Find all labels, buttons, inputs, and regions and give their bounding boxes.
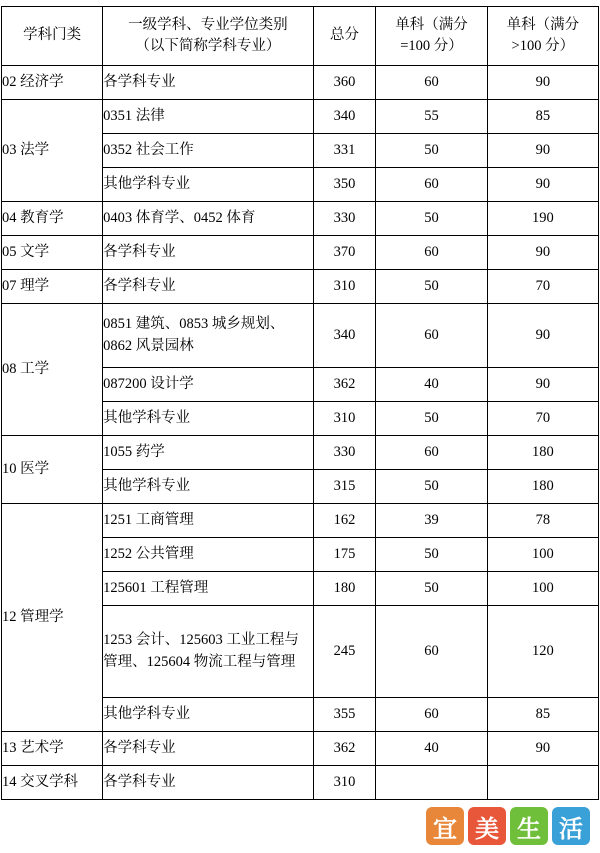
cell-single-eq100: 60 (376, 66, 487, 100)
watermark-char-2: 美 (468, 807, 506, 845)
table-row (2, 270, 599, 304)
cell-major: 1251 工商管理 (103, 504, 313, 538)
table-body (2, 66, 599, 800)
cell-single-eq100: 50 (376, 470, 487, 504)
cell-discipline-category: 10 医学 (2, 436, 103, 504)
watermark (426, 807, 590, 845)
cell-single-gt100: 190 (487, 202, 598, 236)
cell-total-score: 310 (313, 402, 376, 436)
cell-total-score: 340 (313, 100, 376, 134)
cell-total-score: 180 (313, 572, 376, 606)
cell-total-score: 310 (313, 270, 376, 304)
cell-single-gt100: 180 (487, 470, 598, 504)
header-major-line1: 一级学科、专业学位类别 (128, 16, 288, 33)
cell-single-eq100: 60 (376, 168, 487, 202)
cell-single-eq100: 60 (376, 304, 487, 368)
table-header-row (2, 7, 599, 66)
cell-discipline-category: 13 艺术学 (2, 732, 103, 766)
cell-discipline-category: 14 交叉学科 (2, 766, 103, 800)
table-row (2, 202, 599, 236)
header-total-score: 总分 (313, 7, 376, 66)
score-requirements-table (1, 6, 599, 800)
table-row (2, 504, 599, 538)
cell-total-score: 245 (313, 606, 376, 698)
cell-single-gt100: 90 (487, 66, 598, 100)
cell-total-score: 340 (313, 304, 376, 368)
cell-single-eq100: 50 (376, 402, 487, 436)
cell-total-score: 370 (313, 236, 376, 270)
header-single-eq100 (376, 7, 487, 66)
table-row (2, 236, 599, 270)
header-single-gt100 (487, 7, 598, 66)
cell-single-gt100: 90 (487, 134, 598, 168)
cell-total-score: 331 (313, 134, 376, 168)
cell-total-score: 315 (313, 470, 376, 504)
cell-discipline-category: 12 管理学 (2, 504, 103, 732)
cell-discipline-category: 04 教育学 (2, 202, 103, 236)
cell-major: 1252 公共管理 (103, 538, 313, 572)
cell-discipline-category: 02 经济学 (2, 66, 103, 100)
cell-single-gt100: 90 (487, 732, 598, 766)
cell-single-gt100: 100 (487, 538, 598, 572)
cell-single-gt100: 180 (487, 436, 598, 470)
header-single-gt100-line1: 单科（满分 (506, 16, 580, 33)
cell-discipline-category: 08 工学 (2, 304, 103, 436)
watermark-char-1: 宜 (426, 807, 464, 845)
cell-single-eq100: 50 (376, 538, 487, 572)
cell-total-score: 362 (313, 368, 376, 402)
cell-single-gt100: 100 (487, 572, 598, 606)
cell-total-score: 360 (313, 66, 376, 100)
cell-major: 各学科专业 (103, 732, 313, 766)
cell-single-eq100: 40 (376, 368, 487, 402)
cell-single-gt100: 70 (487, 402, 598, 436)
cell-major: 各学科专业 (103, 66, 313, 100)
cell-single-eq100 (376, 766, 487, 800)
table-row (2, 436, 599, 470)
cell-total-score: 330 (313, 202, 376, 236)
cell-major: 其他学科专业 (103, 698, 313, 732)
cell-single-gt100: 90 (487, 304, 598, 368)
cell-single-gt100: 90 (487, 168, 598, 202)
cell-major: 各学科专业 (103, 270, 313, 304)
cell-major: 0352 社会工作 (103, 134, 313, 168)
cell-total-score: 362 (313, 732, 376, 766)
cell-single-eq100: 50 (376, 202, 487, 236)
watermark-char-3: 生 (510, 807, 548, 845)
cell-major: 其他学科专业 (103, 168, 313, 202)
cell-single-gt100: 90 (487, 236, 598, 270)
table-row (2, 304, 599, 368)
cell-single-gt100 (487, 766, 598, 800)
header-single-eq100-line1: 单科（满分 (395, 16, 468, 33)
cell-single-gt100: 90 (487, 368, 598, 402)
table-header (2, 7, 599, 66)
header-major (103, 7, 313, 66)
cell-single-eq100: 55 (376, 100, 487, 134)
header-single-gt100-line2: >100 分） (511, 38, 575, 54)
cell-single-eq100: 60 (376, 236, 487, 270)
table-row (2, 66, 599, 100)
cell-discipline-category: 07 理学 (2, 270, 103, 304)
cell-single-gt100: 85 (487, 698, 598, 732)
cell-major: 087200 设计学 (103, 368, 313, 402)
cell-major: 各学科专业 (103, 766, 313, 800)
cell-total-score: 330 (313, 436, 376, 470)
cell-single-eq100: 40 (376, 732, 487, 766)
cell-single-gt100: 120 (487, 606, 598, 698)
cell-major: 其他学科专业 (103, 470, 313, 504)
cell-single-eq100: 50 (376, 270, 487, 304)
header-discipline-category: 学科门类 (2, 7, 103, 66)
watermark-char-4: 活 (552, 807, 590, 845)
cell-single-gt100: 85 (487, 100, 598, 134)
cell-total-score: 350 (313, 168, 376, 202)
table-row (2, 100, 599, 134)
cell-single-eq100: 60 (376, 698, 487, 732)
cell-single-gt100: 70 (487, 270, 598, 304)
table-row (2, 766, 599, 800)
cell-major: 1055 药学 (103, 436, 313, 470)
cell-single-eq100: 50 (376, 572, 487, 606)
cell-major: 125601 工程管理 (103, 572, 313, 606)
cell-single-gt100: 78 (487, 504, 598, 538)
header-major-line2: （以下简称学科专业） (135, 38, 281, 54)
cell-single-eq100: 60 (376, 606, 487, 698)
cell-major: 1253 会计、125603 工业工程与管理、125604 物流工程与管理 (103, 606, 313, 698)
cell-discipline-category: 03 法学 (2, 100, 103, 202)
cell-single-eq100: 60 (376, 436, 487, 470)
table-row (2, 732, 599, 766)
cell-total-score: 355 (313, 698, 376, 732)
cell-major: 0351 法律 (103, 100, 313, 134)
cell-major: 0403 体育学、0452 体育 (103, 202, 313, 236)
cell-major: 0851 建筑、0853 城乡规划、0862 风景园林 (103, 304, 313, 368)
cell-total-score: 175 (313, 538, 376, 572)
cell-single-eq100: 39 (376, 504, 487, 538)
cell-total-score: 162 (313, 504, 376, 538)
cell-total-score: 310 (313, 766, 376, 800)
cell-discipline-category: 05 文学 (2, 236, 103, 270)
cell-major: 各学科专业 (103, 236, 313, 270)
cell-major: 其他学科专业 (103, 402, 313, 436)
cell-single-eq100: 50 (376, 134, 487, 168)
header-single-eq100-line2: =100 分） (400, 38, 463, 54)
